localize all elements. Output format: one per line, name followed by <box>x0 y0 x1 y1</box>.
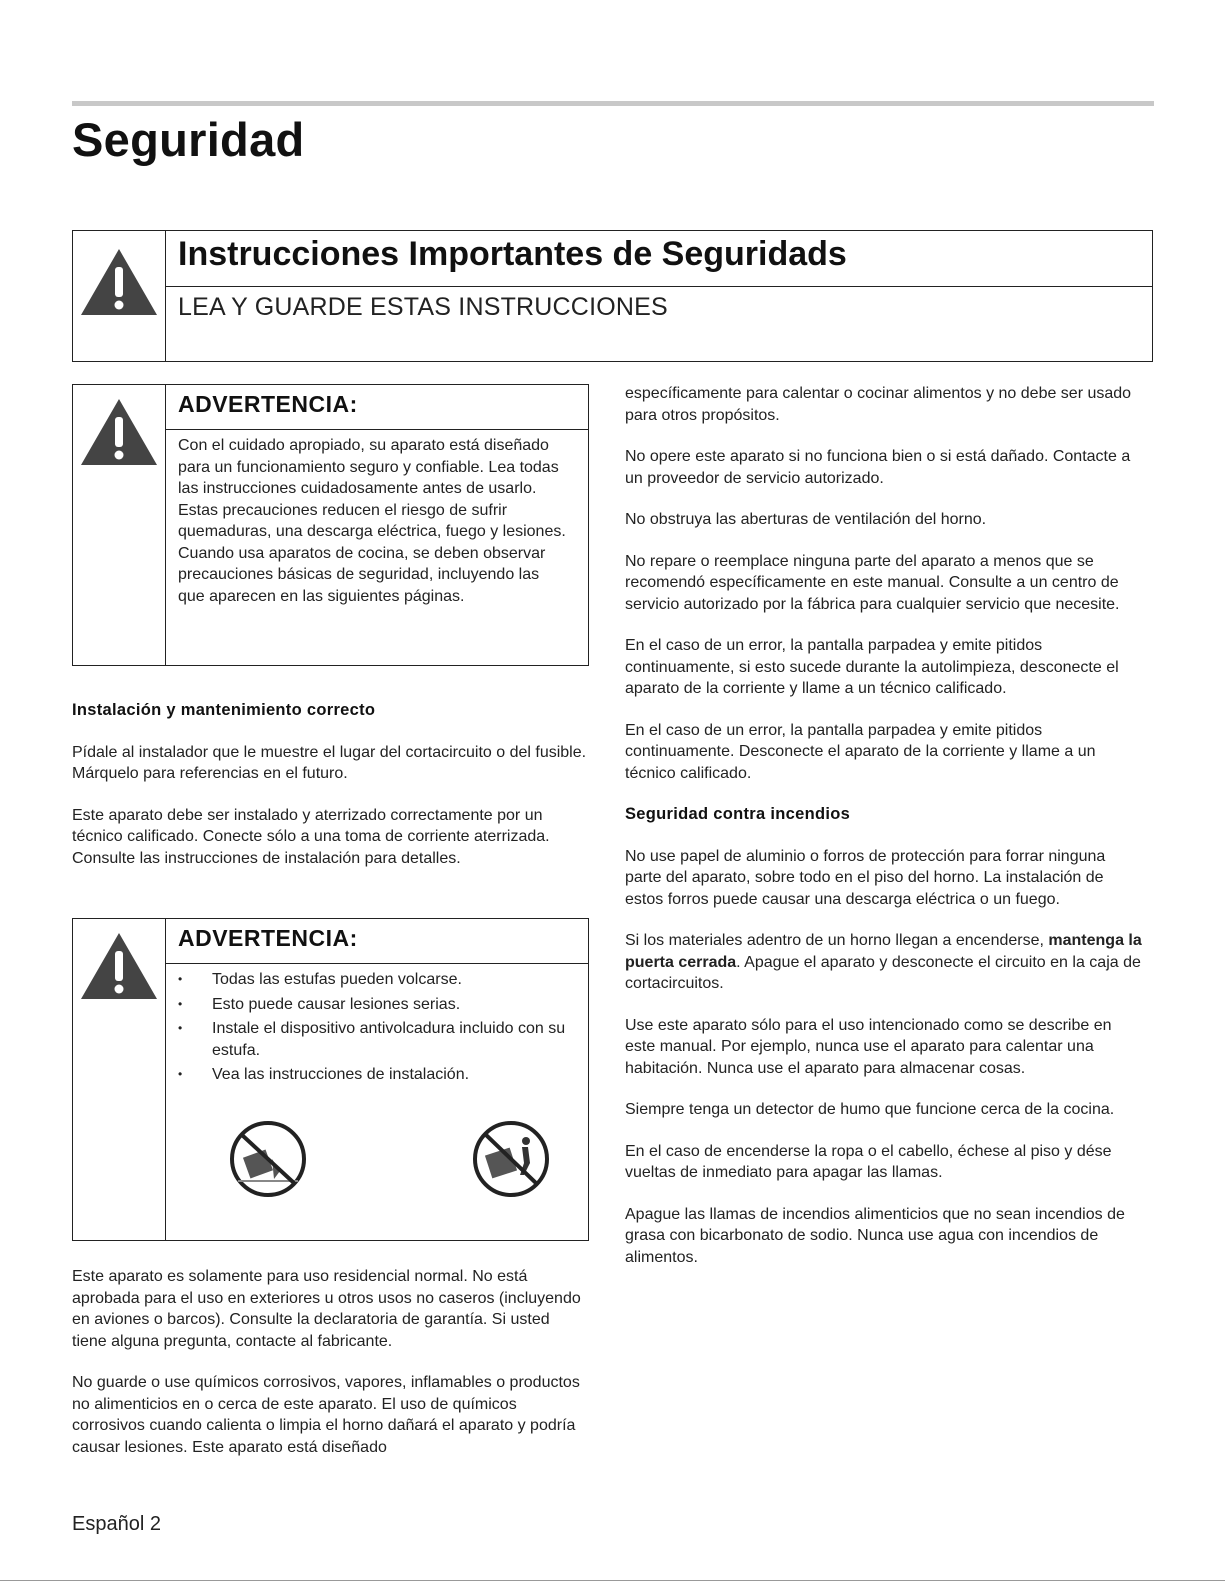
warning-body: Con el cuidado apropiado, su aparato está diseñado para un funcionamiento seguro y confiable. Lea todas las instrucciones cuidadosamente antes de usarlo. Estas precauciones reducen el riesgo de sufrir quemaduras, una descarga eléctrica, fuego y lesiones. Cuando usa aparatos de cocina, se deben observar precauciones básicas de seguridad, incluyendo las que aparecen en las siguientes páginas. <box>178 437 566 605</box>
paragraph: No repare o reemplace ninguna parte del aparato a menos que se recomendó específicamente en este manual. Consulte a un centro de servicio autorizado por la fábrica para cualquier servicio que necesite. <box>625 552 1120 613</box>
important-safety-box <box>72 230 1153 362</box>
safety-subheading: LEA Y GUARDE ESTAS INSTRUCCIONES <box>178 293 668 321</box>
paragraph: No obstruya las aberturas de ventilación del horno. <box>625 511 987 528</box>
warning-list <box>178 969 578 1089</box>
paragraph: Este aparato es solamente para uso residencial normal. No está aprobada para el uso en exteriores u otros usos no caseros (incluyendo en aviones o barcos). Consulte la declaratoria de garantía. Si usted tiene alguna pregunta, contacte al fabricante. <box>72 1268 581 1350</box>
paragraph: Este aparato debe ser instalado y aterrizado correctamente por un técnico calificado. Conecte sólo a una toma de corriente aterrizada. Consulte las instrucciones de instalación para detalles. <box>72 806 550 867</box>
paragraph: En el caso de encenderse la ropa o el cabello, échese al piso y dése vueltas de inmediato para apagar las llamas. <box>625 1142 1112 1181</box>
paragraph: No guarde o use químicos corrosivos, vapores, inflamables o productos no alimenticios en o cerca de este aparato. El uso de químicos corrosivos cuando calienta o limpia el horno dañará el aparato y podría causar lesiones. Este aparato está diseñado <box>72 1374 580 1456</box>
left-column-continued <box>72 1266 587 1478</box>
right-column <box>625 383 1145 1288</box>
paragraph: Apague las llamas de incendios alimenticios que no sean incendios de grasa con bicarbonato de sodio. Nunca use agua con incendios de alimentos. <box>625 1205 1125 1266</box>
text-fragment: . Apague el aparato y desconecte el circuito en la caja de cortacircuitos. <box>625 953 1141 992</box>
section-heading-installation: Instalación y mantenimiento correcto <box>72 701 376 719</box>
icon-column <box>73 385 166 665</box>
paragraph: No opere este aparato si no funciona bien o si está dañado. Contacte a un proveedor de servicio autorizado. <box>625 448 1131 487</box>
warning-box-2 <box>72 918 589 1241</box>
left-column <box>72 700 587 889</box>
divider <box>166 963 588 964</box>
paragraph: En el caso de un error, la pantalla parpadea y emite pitidos continuamente. Desconecte el aparato de la corriente y llame a un técnico calificado. <box>625 721 1096 782</box>
list-item: • Esto puede causar lesiones serias. <box>178 994 578 1016</box>
warning-title: ADVERTENCIA: <box>178 391 358 417</box>
warning-triangle-icon <box>79 931 159 1003</box>
icon-column <box>73 919 166 1240</box>
icon-column <box>73 231 166 361</box>
no-tip-over-range-icon <box>228 1119 308 1199</box>
paragraph <box>625 930 1145 995</box>
no-climbing-on-door-icon <box>456 1119 566 1199</box>
paragraph: específicamente para calentar o cocinar alimentos y no debe ser usado para otros propósitos. <box>625 385 1132 424</box>
divider <box>166 286 1152 287</box>
page-footer: Español 2 <box>72 1513 161 1535</box>
bottom-rule <box>0 1580 1225 1581</box>
list-item: • Todas las estufas pueden volcarse. <box>178 969 578 991</box>
safety-heading: Instrucciones Importantes de Seguridads <box>178 235 847 273</box>
warning-title: ADVERTENCIA: <box>178 925 358 951</box>
warning-triangle-icon <box>79 397 159 469</box>
section-heading-fire-safety: Seguridad contra incendios <box>625 805 851 823</box>
emphasis-text: mantenga la puerta cerrada <box>625 932 1142 971</box>
warning-box-1 <box>72 384 589 666</box>
warning-triangle-icon <box>79 247 159 319</box>
list-item: • Vea las instrucciones de instalación. <box>178 1064 578 1086</box>
text-fragment: Si los materiales adentro de un horno llegan a encenderse, <box>625 932 1049 949</box>
paragraph: Pídale al instalador que le muestre el lugar del cortacircuito o del fusible. Márquelo para referencias en el futuro. <box>72 743 587 782</box>
list-item: • Instale el dispositivo antivolcadura incluido con su estufa. <box>178 1018 578 1061</box>
paragraph: Siempre tenga un detector de humo que funcione cerca de la cocina. <box>625 1101 1115 1118</box>
top-rule <box>72 101 1154 106</box>
page-title: Seguridad <box>72 113 305 166</box>
paragraph: Use este aparato sólo para el uso intencionado como se describe en este manual. Por ejemplo, nunca use el aparato para calentar una habitación. Nunca use el aparato para almacenar cosas. <box>625 1016 1112 1077</box>
paragraph: No use papel de aluminio o forros de protección para forrar ninguna parte del aparato, sobre todo en el piso del horno. La instalación de estos forros puede causar una descarga eléctrica o un fuego. <box>625 847 1106 908</box>
divider <box>166 429 588 430</box>
paragraph: En el caso de un error, la pantalla parpadea y emite pitidos continuamente, si esto sucede durante la autolimpieza, desconecte el aparato de la corriente y llame a un técnico calificado. <box>625 637 1119 697</box>
